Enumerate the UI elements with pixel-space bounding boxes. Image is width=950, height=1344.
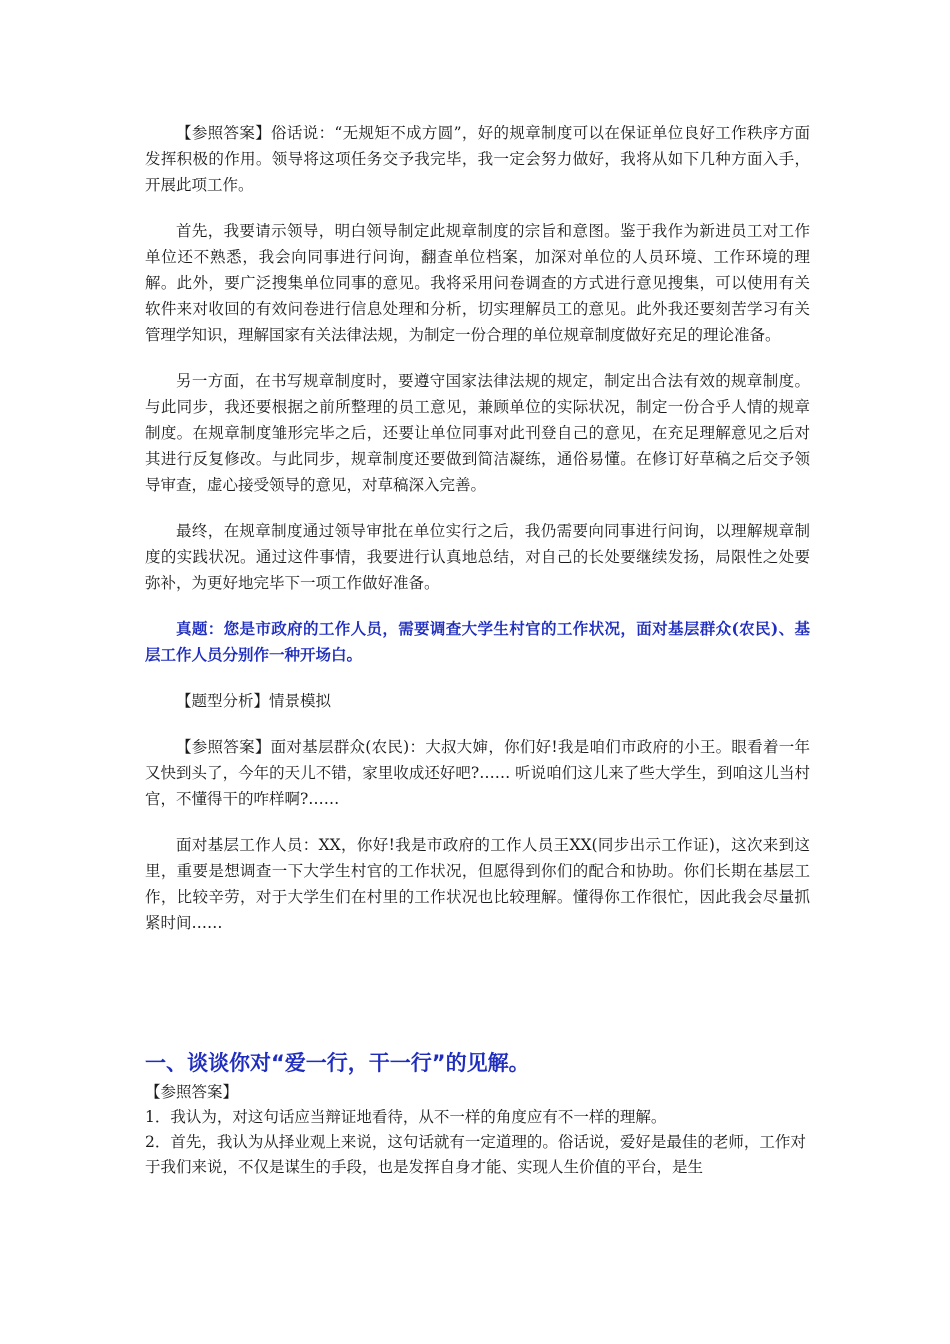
document-page xyxy=(145,120,810,1180)
answer-paragraph-1: 【参照答案】俗话说：“无规矩不成方圆”，好的规章制度可以在保证单位良好工作秩序方面发挥积极的作用。领导将这项任务交予我完毕，我一定会努力做好，我将从如下几种方面入手，开展此项工作。 xyxy=(145,124,810,194)
answer-paragraph-3: 另一方面，在书写规章制度时，要遵守国家法律法规的规定，制定出合法有效的规章制度。与此同步，我还要根据之前所整理的员工意见，兼顾单位的实际状况，制定一份合乎人情的规章制度。在规章制度雏形完毕之后，还要让单位同事对此刊登自己的意见，在充足理解意见之后对其进行反复修改。与此同步，规章制度还要做到简洁凝练，通俗易懂。在修订好草稿之后交予领导审查，虚心接受领导的意见，对草稿深入完善。 xyxy=(145,372,810,494)
answer-paragraph-4: 最终，在规章制度通过领导审批在单位实行之后，我仍需要向同事进行问询，以理解规章制度的实践状况。通过这件事情，我要进行认真地总结，对自己的长处要继续发扬，局限性之处要弥补，为更好地完毕下一项工作做好准备。 xyxy=(145,522,810,592)
answer-point-2: 2．首先，我认为从择业观上来说，这句话就有一定道理的。俗话说，爱好是最佳的老师，工作对于我们来说，不仅是谋生的手段，也是发挥自身才能、实现人生价值的平台，是生 xyxy=(145,1133,806,1176)
blank-space xyxy=(145,956,810,1048)
opening-for-staff: 面对基层工作人员：XX，你好!我是市政府的工作人员王XX(同步出示工作证)，这次来到这里，重要是想调查一下大学生村官的工作状况，但愿得到你们的配合和协助。你们长期在基层工作，比较辛劳，对于大学生们在村里的工作状况也比较理解。懂得你工作很忙，因此我会尽量抓紧时间…… xyxy=(145,836,810,932)
exam-question: 真题：您是市政府的工作人员，需要调查大学生村官的工作状况，面对基层群众(农民)、基层工作人员分别作一种开场白。 xyxy=(145,619,810,664)
question-type-analysis: 【题型分析】情景模拟 xyxy=(176,692,332,710)
opening-for-villagers: 【参照答案】面对基层群众(农民)：大叔大婶，你们好!我是咱们市政府的小王。眼看着一年又快到头了，今年的天儿不错，家里收成还好吧?…… 听说咱们这儿来了些大学生，到咱这儿当村官，不懂得干的咋样啊?…… xyxy=(145,738,810,808)
answer-paragraph-2: 首先，我要请示领导，明白领导制定此规章制度的宗旨和意图。鉴于我作为新进员工对工作单位还不熟悉，我会向同事进行问询，翻查单位档案，加深对单位的人员环境、工作环境的理解。此外，要广泛搜集单位同事的意见。我将采用问卷调查的方式进行意见搜集，可以使用有关软件来对收回的有效问卷进行信息处理和分析，切实理解员工的意见。此外我还要刻苦学习有关管理学知识，理解国家有关法律法规，为制定一份合理的单位规章制度做好充足的理论准备。 xyxy=(145,222,810,344)
section-heading: 一、谈谈你对“爱一行，干一行”的见解。 xyxy=(145,1051,530,1075)
answer-point-1: 1．我认为，对这句话应当辩证地看待，从不一样的角度应有不一样的理解。 xyxy=(145,1108,667,1126)
answer-label: 【参照答案】 xyxy=(145,1083,239,1101)
